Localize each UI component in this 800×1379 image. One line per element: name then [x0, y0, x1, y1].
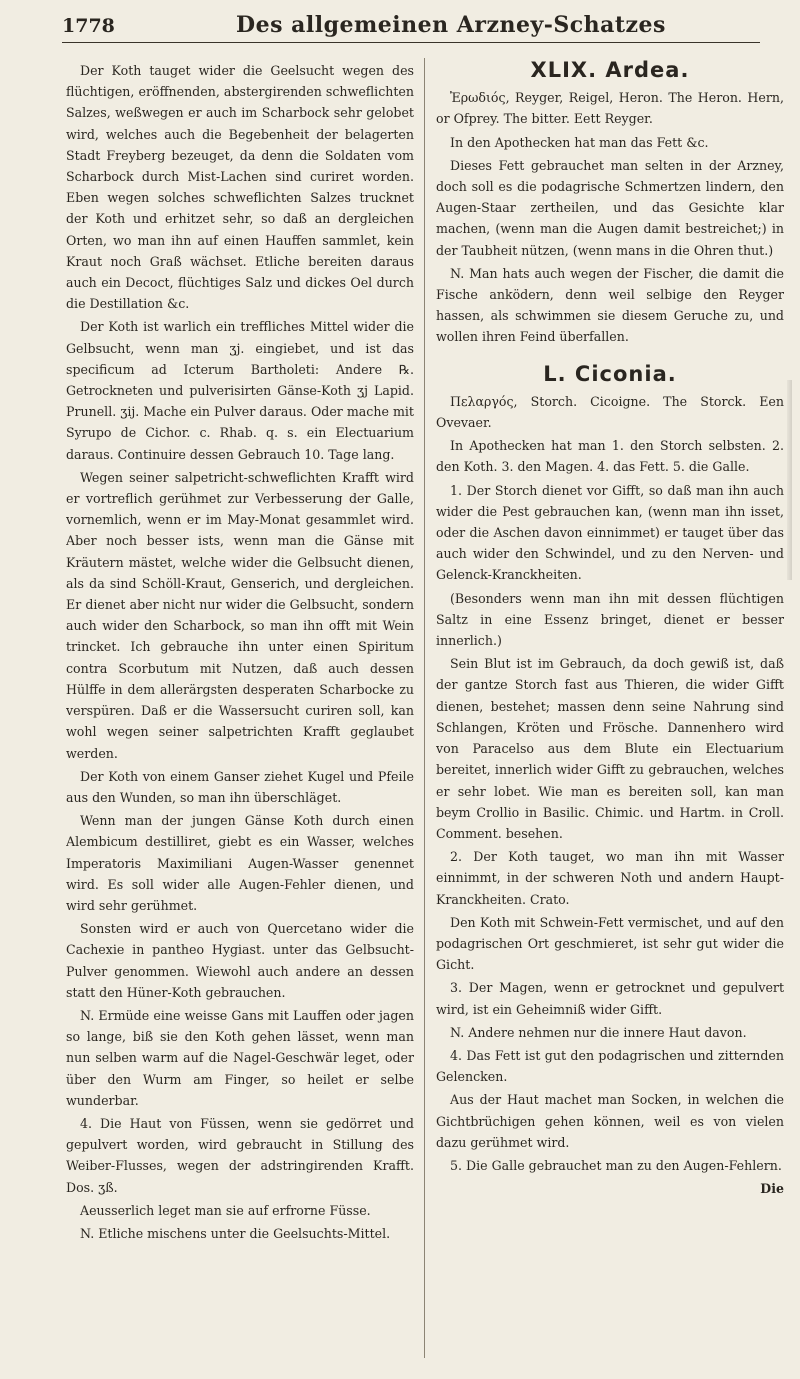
right-paragraph: Dieses Fett gebrauchet man selten in der Arzney, doch soll es die podagrische Schmertzen lindern, den Augen-Staar zertheilen, und das Gesichte klar machen, (wenn man die Augen damit bestreichet;) in der Taubheit nützen, (wenn mans in die Ohren thut.)	[436, 157, 784, 258]
left-paragraph: Aeusserlich leget man sie auf erfrorne Füsse.	[80, 1202, 371, 1218]
column-divider	[424, 58, 425, 1358]
right-paragraph: (Besonders wenn man ihn mit dessen flüchtigen Saltz in eine Essenz bringet, dienet er besser innerlich.)	[436, 590, 784, 649]
left-paragraph: N. Ermüde eine weisse Gans mit Lauffen oder jagen so lange, biß sie den Koth gehen lässet, wenn man nun selben warm auf die Nagel-Geschwär leget, oder über den Wurm am Finger, so heilet er selbe wunderbar.	[66, 1007, 414, 1108]
right-paragraph: 4. Das Fett ist gut den podagrischen und zitternden Gelencken.	[436, 1047, 784, 1085]
right-paragraph: 5. Die Galle gebrauchet man zu den Augen-Fehlern.	[450, 1157, 782, 1173]
section-title: XLIX. Ardea.	[530, 60, 690, 82]
left-paragraph: Wegen seiner salpetricht-schweflichten Krafft wird er vortreflich gerühmet zur Verbesserung der Galle, vornemlich, wenn er im May-Monat gesammlet wird. Aber noch besser ists, wenn man die Gänse mit Kräutern mästet, welche wider die Gelbsucht dienen, als da sind Schöll-Kraut, Genserich, und dergleichen. Er dienet aber nicht nur wider die Gelbsucht, sondern auch wider den Scharbock, so man ihn offt mit Wein trincket. Ich gebrauche ihn unter einen Spiritum contra Scorbutum mit Nutzen, daß auch dessen Hülffe in dem allerärgsten desperaten Scharbocke zu verspüren. Daß er die Wassersucht curiren soll, kan wohl wegen seiner salpetrichten Krafft geglaubet werden.	[66, 469, 414, 761]
right-paragraph: In Apothecken hat man 1. den Storch selbsten. 2. den Koth. 3. den Magen. 4. das Fett. 5. die Galle.	[436, 438, 784, 475]
right-paragraph: Ἐρωδιός, Reyger, Reigel, Heron. The Heron. Hern, or Ofprey. The bitter. Eett Reyger.	[436, 90, 784, 127]
right-paragraph: 2. Der Koth tauget, wo man ihn mit Wasser einnimmt, in der schweren Noth und andern Haupt-Kranckheiten. Crato.	[436, 849, 784, 907]
right-paragraph: N. Man hats auch wegen der Fischer, die damit die Fische anködern, denn weil selbige den Reyger hassen, als schwimmen sie diesem Geruche zu, und wollen ihren Feind überfallen.	[436, 265, 784, 345]
right-paragraph: In den Apothecken hat man das Fett &c.	[450, 134, 709, 150]
page-year: 1778	[62, 15, 115, 37]
right-paragraph: Den Koth mit Schwein-Fett vermischet, und auf den podagrischen Ort geschmieret, ist sehr gut wider die Gicht.	[436, 914, 784, 973]
right-paragraph: N. Andere nehmen nur die innere Haut davon.	[450, 1024, 747, 1040]
right-paragraph: Sein Blut ist im Gebrauch, da doch gewiß ist, daß der gantze Storch fast aus Thieren, die wider Gifft dienen, bestehet; massen denn seine Nahrung sind Schlangen, Kröten und Frösche. Dannenhero wird von Paracelso aus dem Blute ein Electuarium bereitet, innerlich wider Gifft zu gebrauchen, welches er sehr lobet. Wie man es bereiten soll, kan man beym Crollio in Basilic. Chimic. und Hartm. in Croll. Comment. besehen.	[436, 656, 784, 841]
page-fold-shadow	[787, 380, 792, 580]
section-title: L. Ciconia.	[543, 361, 677, 386]
running-head	[62, 12, 760, 43]
left-paragraph: Der Koth tauget wider die Geelsucht wegen des flüchtigen, eröffnenden, abstergirenden schweflichten Salzes, weßwegen er auch im Scharbock sehr gelobet wird, welches auch die Begebenheit der belagerten Stadt Freyberg bezeuget, da denn die Soldaten vom Scharbock durch Mist-Lachen sind curiret worden. Eben wegen solches schweflichten Salzes trucknet der Koth und erhitzet sehr, so daß an dergleichen Orten, wo man ihn auf einen Hauffen sammlet, kein Kraut noch Graß wächset. Etliche bereiten daraus auch ein Decoct, flüchtiges Salz und dickes Oel durch die Destillation &c.	[66, 63, 414, 312]
left-paragraph: 4. Die Haut von Füssen, wenn sie gedörret und gepulvert worden, wird gebraucht in Stillung des Weiber-Flusses, wegen der adstringirenden Krafft. Dos. ʒß.	[66, 1115, 414, 1195]
catchword: Die	[760, 1181, 784, 1197]
running-title: Des allgemeinen Arzney-Schatzes	[236, 12, 666, 38]
right-paragraph: 1. Der Storch dienet vor Gifft, so daß man ihn auch wider die Pest gebrauchen kan, (wenn man ihn isset, oder die Aschen davon einnimmet) er tauget über das auch wider den Schwindel, und zu den Nerven- und Gelenck-Kranckheiten.	[436, 482, 784, 583]
right-paragraph: Aus der Haut machet man Socken, in welchen die Gichtbrüchigen gehen können, weil es von vielen dazu gerühmet wird.	[436, 1092, 784, 1150]
right-paragraph: Πελαργός, Storch. Cicoigne. The Storck. Een Ovevaer.	[436, 393, 784, 431]
right-paragraph: 3. Der Magen, wenn er getrocknet und gepulvert wird, ist ein Geheimniß wider Gifft.	[436, 980, 784, 1017]
left-paragraph: Der Koth ist warlich ein treffliches Mittel wider die Gelbsucht, wenn man ʒj. eingiebet, und ist das specificum ad Icterum Bartholeti: Andere ℞. Getrockneten und pulverisirten Gänse-Koth ʒj Lapid. Prunell. ʒij. Mache ein Pulver daraus. Oder mache mit Syrupo de Cichor. c. Rhab. q. s. ein Electuarium daraus. Continuire dessen Gebrauch 10. Tage lang.	[66, 319, 414, 462]
left-paragraph: N. Etliche mischens unter die Geelsuchts-Mittel.	[80, 1225, 391, 1241]
left-paragraph: Wenn man der jungen Gänse Koth durch einen Alembicum destilliret, giebt es ein Wasser, welches Imperatoris Maximiliani Augen-Wasser genennet wird. Es soll wider alle Augen-Fehler dienen, und wird sehr gerühmet.	[66, 813, 414, 913]
left-column	[66, 60, 414, 1359]
left-paragraph: Der Koth von einem Ganser ziehet Kugel und Pfeile aus den Wunden, so man ihn überschläget.	[66, 768, 414, 805]
left-paragraph: Sonsten wird er auch von Quercetano wider die Cachexie in pantheo Hygiast. unter das Gelbsucht-Pulver genommen. Wiewohl auch andere an dessen statt den Hüner-Koth gebrauchen.	[66, 921, 414, 1000]
right-column	[436, 60, 784, 1359]
